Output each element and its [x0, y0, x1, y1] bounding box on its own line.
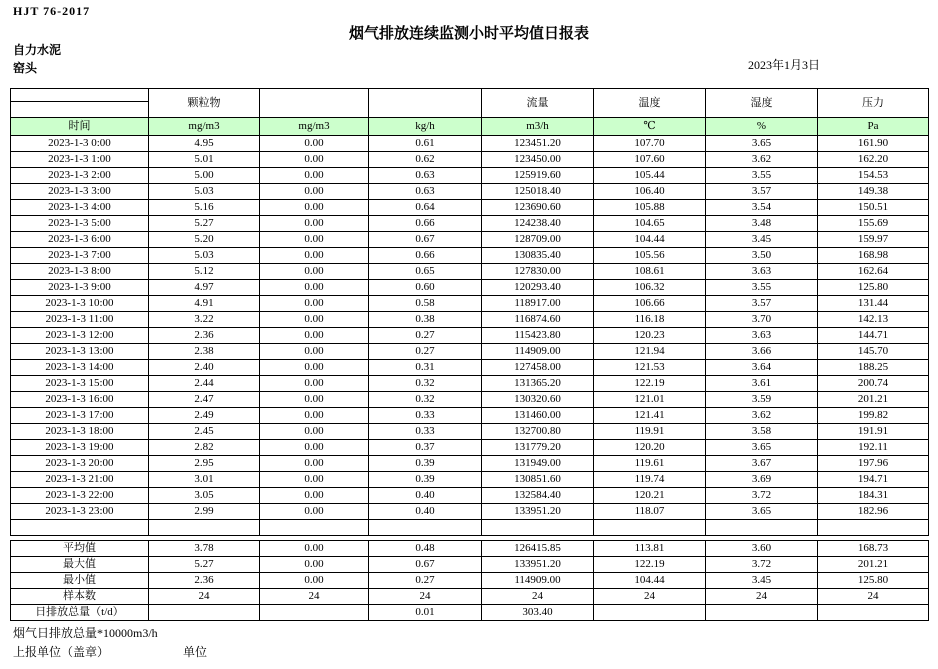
table-row-value-cell: 130851.60 — [482, 472, 594, 488]
table-row-value-cell: 120293.40 — [482, 280, 594, 296]
table-row-label-cell: 2023-1-3 12:00 — [11, 328, 149, 344]
table-row-value-cell: 127458.00 — [482, 360, 594, 376]
summary-row-label-cell: 样本数 — [11, 589, 149, 605]
table-row-label-cell: 2023-1-3 18:00 — [11, 424, 149, 440]
table-row-label-cell: 2023-1-3 8:00 — [11, 264, 149, 280]
footer-note-total: 烟气日排放总量*10000m3/h — [13, 626, 158, 640]
table-row-value-cell: 124238.40 — [482, 216, 594, 232]
table-row-label-cell: 2023-1-3 15:00 — [11, 376, 149, 392]
summary-row-value-cell: 5.27 — [149, 557, 260, 573]
table-row-value-cell: 3.45 — [706, 232, 818, 248]
table-row-value-cell: 3.57 — [706, 296, 818, 312]
summary-row-value-cell: 0.00 — [260, 541, 369, 557]
table-row — [11, 264, 929, 280]
summary-row-value-cell: 24 — [482, 589, 594, 605]
table-row-label-cell: 2023-1-3 0:00 — [11, 136, 149, 152]
table-row-value-cell: 0.00 — [260, 392, 369, 408]
table-row — [11, 488, 929, 504]
table-row-value-cell: 0.39 — [369, 472, 482, 488]
table-row-value-cell: 0.00 — [260, 264, 369, 280]
summary-row-value-cell: 24 — [149, 589, 260, 605]
table-row-label-cell: 2023-1-3 17:00 — [11, 408, 149, 424]
table-row-value-cell: 116.18 — [594, 312, 706, 328]
table-row-value-cell: 0.00 — [260, 456, 369, 472]
summary-row-value-cell: 168.73 — [818, 541, 929, 557]
table-row-value-cell: 2.45 — [149, 424, 260, 440]
table-row-value-cell: 120.21 — [594, 488, 706, 504]
table-row-label-cell: 2023-1-3 9:00 — [11, 280, 149, 296]
company-name: 自力水泥 — [13, 43, 62, 57]
table-row-value-cell: 131779.20 — [482, 440, 594, 456]
unit-cell: mg/m3 — [260, 118, 369, 136]
summary-row-value-cell: 104.44 — [594, 573, 706, 589]
table-row — [11, 280, 929, 296]
table-row-value-cell: 3.69 — [706, 472, 818, 488]
table-row-value-cell: 0.64 — [369, 200, 482, 216]
table-row-value-cell: 0.63 — [369, 168, 482, 184]
table-row-value-cell: 0.00 — [260, 168, 369, 184]
table-row-value-cell: 0.31 — [369, 360, 482, 376]
table-row-value-cell: 0.58 — [369, 296, 482, 312]
table-row-value-cell: 2.38 — [149, 344, 260, 360]
table-row-value-cell: 3.66 — [706, 344, 818, 360]
table-row-value-cell: 120.23 — [594, 328, 706, 344]
table-row-value-cell: 5.20 — [149, 232, 260, 248]
table-row-value-cell: 123450.00 — [482, 152, 594, 168]
table-row-value-cell: 162.64 — [818, 264, 929, 280]
table-row-value-cell: 105.56 — [594, 248, 706, 264]
table-row-value-cell: 0.00 — [260, 152, 369, 168]
table-row-value-cell: 161.90 — [818, 136, 929, 152]
table-row-value-cell: 2.36 — [149, 328, 260, 344]
table-row-value-cell: 0.67 — [369, 232, 482, 248]
table-row-value-cell: 159.97 — [818, 232, 929, 248]
table-row-label-cell: 2023-1-3 23:00 — [11, 504, 149, 520]
table-row-value-cell: 122.19 — [594, 376, 706, 392]
table-row-value-cell: 133951.20 — [482, 504, 594, 520]
table-row-value-cell: 3.63 — [706, 264, 818, 280]
summary-row-label-cell: 平均值 — [11, 541, 149, 557]
summary-row-value-cell — [149, 605, 260, 621]
table-row-value-cell: 119.91 — [594, 424, 706, 440]
group-header-cell — [369, 89, 482, 118]
table-row — [11, 424, 929, 440]
summary-row-value-cell: 0.27 — [369, 573, 482, 589]
table-row-value-cell: 2.44 — [149, 376, 260, 392]
table-row-value-cell: 0.00 — [260, 472, 369, 488]
table-row-label-cell: 2023-1-3 1:00 — [11, 152, 149, 168]
summary-row-value-cell: 0.01 — [369, 605, 482, 621]
table-row — [11, 296, 929, 312]
table-row-label-cell: 2023-1-3 21:00 — [11, 472, 149, 488]
summary-row-value-cell: 24 — [260, 589, 369, 605]
table-row-value-cell: 184.31 — [818, 488, 929, 504]
summary-row — [11, 605, 929, 621]
table-row-value-cell: 144.71 — [818, 328, 929, 344]
summary-row-value-cell: 133951.20 — [482, 557, 594, 573]
table-row — [11, 456, 929, 472]
main-table — [10, 88, 929, 536]
summary-row-value-cell — [260, 605, 369, 621]
group-header-cell — [11, 89, 149, 102]
summary-row-value-cell: 0.67 — [369, 557, 482, 573]
table-row — [11, 344, 929, 360]
table-row — [11, 232, 929, 248]
table-row-value-cell: 3.67 — [706, 456, 818, 472]
table-row-value-cell: 0.65 — [369, 264, 482, 280]
unit-cell: kg/h — [369, 118, 482, 136]
table-row-value-cell: 121.01 — [594, 392, 706, 408]
table-row-value-cell: 128709.00 — [482, 232, 594, 248]
group-header-cell-temperature: 温度 — [594, 89, 706, 118]
table-row-value-cell: 0.32 — [369, 376, 482, 392]
table-row-value-cell: 125919.60 — [482, 168, 594, 184]
table-row-value-cell: 194.71 — [818, 472, 929, 488]
table-row-value-cell: 104.44 — [594, 232, 706, 248]
table-row-value-cell: 0.39 — [369, 456, 482, 472]
table-row-value-cell: 130835.40 — [482, 248, 594, 264]
summary-row-value-cell: 2.36 — [149, 573, 260, 589]
table-row-value-cell: 3.58 — [706, 424, 818, 440]
table-row-value-cell: 0.00 — [260, 312, 369, 328]
summary-row-value-cell — [818, 605, 929, 621]
summary-row-value-cell: 0.00 — [260, 573, 369, 589]
table-row-value-cell: 188.25 — [818, 360, 929, 376]
table-row-value-cell: 125.80 — [818, 280, 929, 296]
table-row-value-cell: 4.97 — [149, 280, 260, 296]
table-row-value-cell: 0.00 — [260, 424, 369, 440]
table-row-value-cell: 0.33 — [369, 424, 482, 440]
table-row-value-cell: 197.96 — [818, 456, 929, 472]
table-row-value-cell: 162.20 — [818, 152, 929, 168]
table-row-value-cell: 5.16 — [149, 200, 260, 216]
unit-cell-time: 时间 — [11, 118, 149, 136]
summary-row — [11, 589, 929, 605]
table-row-value-cell: 0.66 — [369, 216, 482, 232]
table-row-label-cell: 2023-1-3 22:00 — [11, 488, 149, 504]
table-row-value-cell: 0.00 — [260, 296, 369, 312]
table-row-value-cell: 3.59 — [706, 392, 818, 408]
table-row-value-cell: 0.00 — [260, 200, 369, 216]
table-row-value-cell: 0.00 — [260, 344, 369, 360]
summary-row-value-cell: 303.40 — [482, 605, 594, 621]
table-row — [11, 504, 929, 520]
table-row-value-cell: 199.82 — [818, 408, 929, 424]
table-row-value-cell: 0.00 — [260, 136, 369, 152]
table-row-label-cell: 2023-1-3 19:00 — [11, 440, 149, 456]
page-title: 烟气排放连续监测小时平均值日报表 — [348, 26, 589, 42]
table-row-value-cell: 123690.60 — [482, 200, 594, 216]
unit-cell: mg/m3 — [149, 118, 260, 136]
table-row-value-cell: 0.00 — [260, 440, 369, 456]
table-row — [11, 200, 929, 216]
table-row-value-cell: 2.47 — [149, 392, 260, 408]
table-row-label-cell: 2023-1-3 7:00 — [11, 248, 149, 264]
unit-header-row — [11, 118, 929, 136]
table-row-value-cell: 3.65 — [706, 136, 818, 152]
table-row-value-cell: 131365.20 — [482, 376, 594, 392]
table-row-value-cell: 0.27 — [369, 344, 482, 360]
table-row — [11, 360, 929, 376]
unit-cell: % — [706, 118, 818, 136]
table-row-value-cell: 0.00 — [260, 408, 369, 424]
summary-row-value-cell: 24 — [706, 589, 818, 605]
summary-row — [11, 541, 929, 557]
table-row-value-cell: 0.00 — [260, 184, 369, 200]
table-row-value-cell: 3.65 — [706, 504, 818, 520]
table-row-value-cell: 4.91 — [149, 296, 260, 312]
table-row-value-cell: 191.91 — [818, 424, 929, 440]
table-row-value-cell: 0.32 — [369, 392, 482, 408]
summary-row-value-cell — [706, 605, 818, 621]
table-row-value-cell: 2.49 — [149, 408, 260, 424]
main-table-tail — [11, 520, 929, 536]
group-header-cell-pm: 颗粒物 — [149, 89, 260, 118]
table-row-value-cell: 0.00 — [260, 232, 369, 248]
table-row-value-cell: 192.11 — [818, 440, 929, 456]
table-row-value-cell: 116874.60 — [482, 312, 594, 328]
table-row — [11, 216, 929, 232]
table-row-label-cell: 2023-1-3 2:00 — [11, 168, 149, 184]
table-row-value-cell: 5.03 — [149, 184, 260, 200]
table-row-value-cell: 3.62 — [706, 408, 818, 424]
table-row-value-cell: 145.70 — [818, 344, 929, 360]
table-row-value-cell: 5.27 — [149, 216, 260, 232]
table-row — [11, 440, 929, 456]
table-row-value-cell: 0.00 — [260, 360, 369, 376]
table-row-value-cell: 107.60 — [594, 152, 706, 168]
table-row-value-cell: 127830.00 — [482, 264, 594, 280]
table-row-value-cell: 201.21 — [818, 392, 929, 408]
table-row-label-cell: 2023-1-3 3:00 — [11, 184, 149, 200]
table-row-value-cell: 4.95 — [149, 136, 260, 152]
table-row — [11, 472, 929, 488]
table-row-value-cell: 182.96 — [818, 504, 929, 520]
table-row-value-cell: 0.33 — [369, 408, 482, 424]
table-row-value-cell: 3.62 — [706, 152, 818, 168]
summary-row — [11, 557, 929, 573]
table-row-value-cell: 5.00 — [149, 168, 260, 184]
table-row-value-cell: 104.65 — [594, 216, 706, 232]
table-row-value-cell: 118917.00 — [482, 296, 594, 312]
table-row-value-cell: 3.70 — [706, 312, 818, 328]
table-row-value-cell: 0.00 — [260, 280, 369, 296]
table-row-value-cell: 121.41 — [594, 408, 706, 424]
table-row-value-cell: 0.00 — [260, 216, 369, 232]
summary-row-value-cell: 24 — [818, 589, 929, 605]
table-row-value-cell: 0.40 — [369, 488, 482, 504]
table-row-value-cell: 0.00 — [260, 504, 369, 520]
table-row-value-cell: 0.38 — [369, 312, 482, 328]
summary-row-value-cell: 3.60 — [706, 541, 818, 557]
table-row-value-cell: 120.20 — [594, 440, 706, 456]
footer-note-reporting-unit: 上报单位（盖章） — [13, 645, 110, 659]
table-row-label-cell: 2023-1-3 11:00 — [11, 312, 149, 328]
table-row — [11, 328, 929, 344]
table-row-label-cell: 2023-1-3 10:00 — [11, 296, 149, 312]
table-row-label-cell: 2023-1-3 13:00 — [11, 344, 149, 360]
summary-row-value-cell: 122.19 — [594, 557, 706, 573]
table-row — [11, 248, 929, 264]
summary-row-value-cell: 114909.00 — [482, 573, 594, 589]
table-row-value-cell: 5.01 — [149, 152, 260, 168]
summary-row-value-cell: 0.48 — [369, 541, 482, 557]
standard-ref: HJT 76-2017 — [13, 4, 91, 18]
summary-row-value-cell — [594, 605, 706, 621]
table-row-value-cell: 125018.40 — [482, 184, 594, 200]
group-header-cell-humidity: 湿度 — [706, 89, 818, 118]
unit-cell: m3/h — [482, 118, 594, 136]
summary-row-value-cell: 201.21 — [818, 557, 929, 573]
table-row-value-cell: 131949.00 — [482, 456, 594, 472]
table-row-value-cell: 2.82 — [149, 440, 260, 456]
table-row-value-cell: 119.61 — [594, 456, 706, 472]
unit-cell: ℃ — [594, 118, 706, 136]
table-row-value-cell: 0.61 — [369, 136, 482, 152]
table-row-label-cell: 2023-1-3 20:00 — [11, 456, 149, 472]
group-header-row — [11, 89, 929, 102]
table-row-value-cell: 0.00 — [260, 248, 369, 264]
blank-row — [11, 520, 929, 536]
summary-row-label-cell: 日排放总量（t/d） — [11, 605, 149, 621]
table-row-value-cell: 0.00 — [260, 328, 369, 344]
table-row-value-cell: 115423.80 — [482, 328, 594, 344]
table-row-value-cell: 5.12 — [149, 264, 260, 280]
table-row-value-cell: 108.61 — [594, 264, 706, 280]
table-row-value-cell: 3.05 — [149, 488, 260, 504]
table-row-value-cell: 121.53 — [594, 360, 706, 376]
main-table-head — [11, 89, 929, 136]
table-row-value-cell: 0.63 — [369, 184, 482, 200]
table-row-value-cell: 3.63 — [706, 328, 818, 344]
location-name: 窑头 — [13, 61, 38, 75]
summary-row-value-cell: 24 — [369, 589, 482, 605]
report-date: 2023年1月3日 — [748, 58, 821, 72]
table-row — [11, 168, 929, 184]
table-row-value-cell: 132584.40 — [482, 488, 594, 504]
table-row-value-cell: 142.13 — [818, 312, 929, 328]
table-row-value-cell: 105.88 — [594, 200, 706, 216]
table-row-value-cell: 3.54 — [706, 200, 818, 216]
main-table-body — [11, 136, 929, 520]
table-row — [11, 136, 929, 152]
table-row-label-cell: 2023-1-3 6:00 — [11, 232, 149, 248]
table-row-value-cell: 0.37 — [369, 440, 482, 456]
table-row-value-cell: 168.98 — [818, 248, 929, 264]
table-row — [11, 312, 929, 328]
table-row-value-cell: 3.48 — [706, 216, 818, 232]
table-row-value-cell: 3.55 — [706, 280, 818, 296]
unit-cell: Pa — [818, 118, 929, 136]
table-row-value-cell: 114909.00 — [482, 344, 594, 360]
table-row-value-cell: 154.53 — [818, 168, 929, 184]
summary-row-value-cell: 0.00 — [260, 557, 369, 573]
table-row-value-cell: 3.64 — [706, 360, 818, 376]
summary-row-value-cell: 126415.85 — [482, 541, 594, 557]
table-row-value-cell: 3.57 — [706, 184, 818, 200]
group-header-cell — [11, 102, 149, 118]
table-row-value-cell: 2.99 — [149, 504, 260, 520]
footer-note-unit: 单位 — [183, 645, 208, 659]
table-row-value-cell: 132700.80 — [482, 424, 594, 440]
table-row-label-cell: 2023-1-3 4:00 — [11, 200, 149, 216]
table-row-value-cell: 130320.60 — [482, 392, 594, 408]
table-row-value-cell: 0.62 — [369, 152, 482, 168]
table-row — [11, 376, 929, 392]
summary-row — [11, 573, 929, 589]
table-row-value-cell: 0.27 — [369, 328, 482, 344]
table-row-value-cell: 106.32 — [594, 280, 706, 296]
table-row-value-cell: 150.51 — [818, 200, 929, 216]
table-row-value-cell: 3.61 — [706, 376, 818, 392]
summary-row-value-cell: 3.72 — [706, 557, 818, 573]
table-row — [11, 184, 929, 200]
group-header-cell — [260, 89, 369, 118]
table-row-value-cell: 118.07 — [594, 504, 706, 520]
summary-row-value-cell: 24 — [594, 589, 706, 605]
table-row-value-cell: 3.72 — [706, 488, 818, 504]
summary-row-value-cell: 3.45 — [706, 573, 818, 589]
summary-row-label-cell: 最小值 — [11, 573, 149, 589]
table-row-value-cell: 119.74 — [594, 472, 706, 488]
table-row-label-cell: 2023-1-3 16:00 — [11, 392, 149, 408]
table-row-value-cell: 3.01 — [149, 472, 260, 488]
summary-row-label-cell: 最大值 — [11, 557, 149, 573]
summary-row-value-cell: 3.78 — [149, 541, 260, 557]
table-row-value-cell: 0.60 — [369, 280, 482, 296]
table-row-value-cell: 2.95 — [149, 456, 260, 472]
table-row-value-cell: 3.65 — [706, 440, 818, 456]
table-row-label-cell: 2023-1-3 14:00 — [11, 360, 149, 376]
summary-table — [10, 540, 929, 621]
table-row-value-cell: 0.66 — [369, 248, 482, 264]
table-row-value-cell: 105.44 — [594, 168, 706, 184]
table-row-value-cell: 106.40 — [594, 184, 706, 200]
group-header-cell-pressure: 压力 — [818, 89, 929, 118]
table-row-value-cell: 155.69 — [818, 216, 929, 232]
table-row-value-cell: 3.50 — [706, 248, 818, 264]
table-row-value-cell: 106.66 — [594, 296, 706, 312]
table-row-value-cell: 5.03 — [149, 248, 260, 264]
table-row — [11, 152, 929, 168]
table-row-label-cell: 2023-1-3 5:00 — [11, 216, 149, 232]
table-row-value-cell: 0.00 — [260, 376, 369, 392]
table-row — [11, 392, 929, 408]
group-header-cell-flow: 流量 — [482, 89, 594, 118]
table-row-value-cell: 123451.20 — [482, 136, 594, 152]
table-row-value-cell: 0.40 — [369, 504, 482, 520]
table-row-value-cell: 2.40 — [149, 360, 260, 376]
table-row-value-cell: 200.74 — [818, 376, 929, 392]
table-row-value-cell: 149.38 — [818, 184, 929, 200]
summary-row-value-cell: 125.80 — [818, 573, 929, 589]
table-row-value-cell: 131460.00 — [482, 408, 594, 424]
summary-row-value-cell: 113.81 — [594, 541, 706, 557]
summary-table-body — [11, 541, 929, 621]
table-row-value-cell: 107.70 — [594, 136, 706, 152]
table-row-value-cell: 3.55 — [706, 168, 818, 184]
table-row — [11, 408, 929, 424]
table-row-value-cell: 121.94 — [594, 344, 706, 360]
table-row-value-cell: 131.44 — [818, 296, 929, 312]
table-row-value-cell: 0.00 — [260, 488, 369, 504]
table-row-value-cell: 3.22 — [149, 312, 260, 328]
